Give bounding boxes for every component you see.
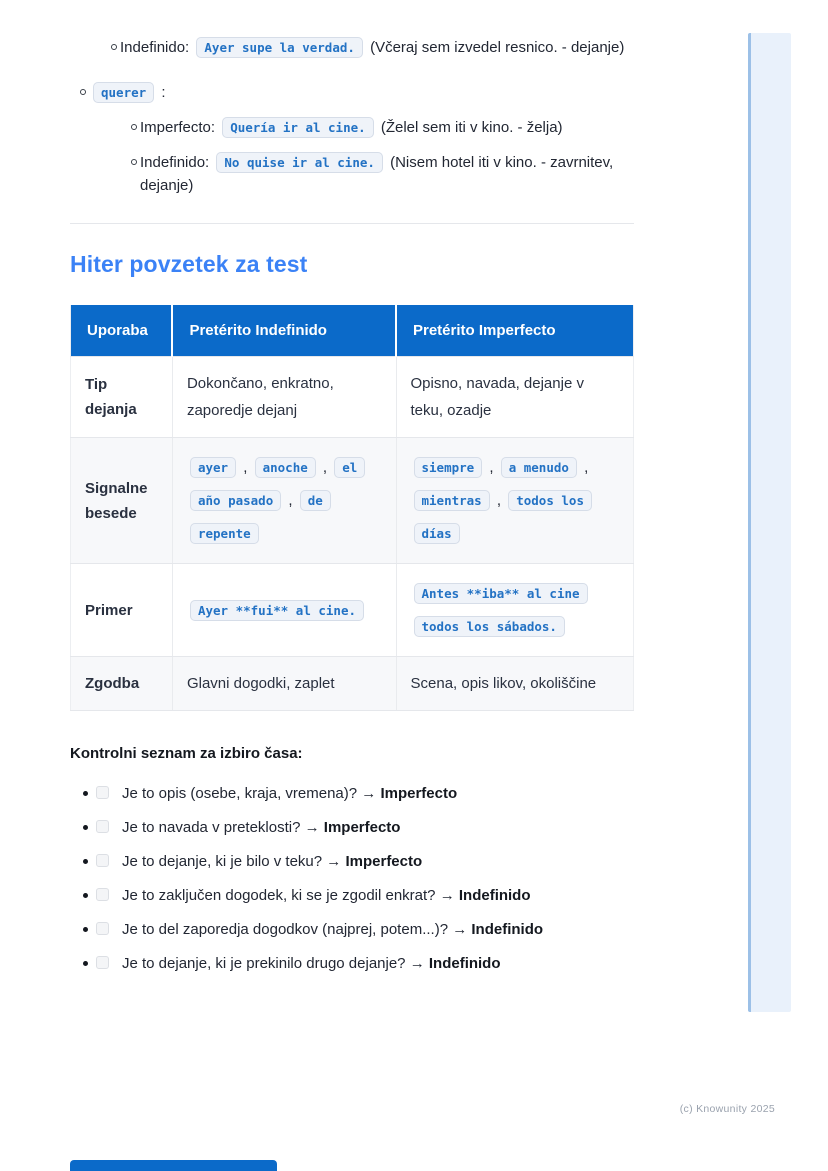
code-chip: todos los días — [414, 490, 592, 544]
intro-list — [70, 36, 634, 197]
checkbox[interactable] — [96, 956, 109, 969]
checklist-answer: Indefinido — [428, 955, 501, 972]
checklist-question: Je to dejanje, ki je bilo v teku? → — [122, 853, 346, 870]
chip-separator: , — [485, 459, 498, 476]
bullet-icon — [83, 961, 88, 966]
code-chip: Ayer supe la verdad. — [196, 37, 363, 58]
checklist-item — [70, 953, 634, 974]
code-chip: de repente — [190, 490, 331, 544]
document-content — [70, 0, 634, 987]
table-cell: Dokončano, enkratno, zaporedje dejanj — [172, 357, 396, 438]
summary-table — [70, 305, 634, 711]
item-label: Indefinido: — [120, 39, 194, 56]
column-header: Pretérito Indefinido — [172, 305, 396, 357]
code-chip: anoche — [255, 457, 316, 478]
code-chip: siempre — [414, 457, 483, 478]
item-text: (Nisem hotel iti v kino. - zavrnitev, dejanje) — [140, 154, 614, 194]
table-cell: Glavni dogodki, zaplet — [172, 657, 396, 711]
list-item — [70, 36, 634, 59]
table-cell — [172, 564, 396, 657]
list-item — [90, 116, 634, 139]
bullet-icon — [83, 927, 88, 932]
circle-bullet-icon — [131, 159, 137, 165]
table-row — [71, 657, 634, 711]
list-item — [90, 151, 634, 197]
code-chip: ayer — [190, 457, 236, 478]
item-text: (Včeraj sem izvedel resnico. - dejanje) — [365, 39, 625, 56]
checkbox[interactable] — [96, 888, 109, 901]
intro-sublist — [90, 116, 634, 197]
chip-separator: , — [318, 459, 332, 476]
item-text: (Želel sem iti v kino. - želja) — [376, 119, 563, 136]
section-heading: Hiter povzetek za test — [70, 251, 308, 277]
checklist-answer: Imperfecto — [380, 785, 458, 802]
bullet-icon — [83, 893, 88, 898]
circle-bullet-icon — [111, 44, 117, 50]
checklist-item — [70, 919, 634, 940]
section-divider — [70, 223, 634, 224]
table-cell — [172, 438, 396, 564]
table-cell: Scena, opis likov, okoliščine — [396, 657, 634, 711]
table-row — [71, 357, 634, 438]
checklist-item — [70, 783, 634, 804]
table-cell — [396, 438, 634, 564]
row-label: Signalne besede — [71, 438, 173, 564]
code-chip: a menudo — [501, 457, 577, 478]
checkbox[interactable] — [96, 922, 109, 935]
checkbox[interactable] — [96, 786, 109, 799]
scrollbar-thumb[interactable] — [748, 33, 791, 1012]
table-header-row — [71, 305, 634, 357]
table-row — [71, 564, 634, 657]
checklist-question: Je to opis (osebe, kraja, vremena)? → — [122, 785, 381, 802]
row-label: Tip dejanja — [71, 357, 173, 438]
code-chip: Quería ir al cine. — [222, 117, 373, 138]
checklist-answer: Imperfecto — [345, 853, 423, 870]
checkbox[interactable] — [96, 854, 109, 867]
column-header: Uporaba — [71, 305, 173, 357]
footer-credit: (c) Knowunity 2025 — [679, 1103, 775, 1115]
table-cell: Opisno, navada, dejanje v teku, ozadje — [396, 357, 634, 438]
chip-separator: , — [284, 492, 297, 509]
list-item — [70, 81, 634, 197]
row-label: Zgodba — [71, 657, 173, 711]
checklist-answer: Indefinido — [458, 887, 531, 904]
bullet-icon — [83, 825, 88, 830]
item-label: Imperfecto: — [140, 119, 220, 136]
checklist-question: Je to zaključen dogodek, ki se je zgodil enkrat? → — [122, 887, 459, 904]
checklist — [70, 783, 634, 974]
circle-bullet-icon — [131, 124, 137, 130]
intro-section — [70, 0, 634, 197]
chip-separator: , — [239, 459, 252, 476]
checklist-answer: Indefinido — [471, 921, 544, 938]
chip-separator: , — [492, 492, 506, 509]
table-cell — [396, 564, 634, 657]
bullet-icon — [83, 791, 88, 796]
code-chip: Antes **iba** al cine todos los sábados. — [414, 583, 588, 637]
checklist-item — [70, 885, 634, 906]
checkbox[interactable] — [96, 820, 109, 833]
checklist-question: Je to navada v preteklosti? → — [122, 819, 324, 836]
checklist-question: Je to dejanje, ki je prekinilo drugo dejanje? → — [122, 955, 429, 972]
column-header: Pretérito Imperfecto — [396, 305, 634, 357]
checklist-question: Je to del zaporedja dogodkov (najprej, potem...)? → — [122, 921, 472, 938]
chip-separator: , — [579, 459, 589, 476]
code-chip: mientras — [414, 490, 490, 511]
checklist-answer: Imperfecto — [323, 819, 401, 836]
code-chip: el año pasado — [190, 457, 365, 511]
item-text: : — [157, 84, 166, 101]
item-label: Indefinido: — [140, 154, 214, 171]
table-row — [71, 438, 634, 564]
checklist-item — [70, 851, 634, 872]
next-page-table-sliver — [70, 1160, 277, 1171]
circle-bullet-icon — [80, 89, 86, 95]
checklist-item — [70, 817, 634, 838]
code-chip: querer — [93, 82, 154, 103]
checklist-title: Kontrolni seznam za izbiro časa: — [70, 745, 303, 762]
code-chip: Ayer **fui** al cine. — [190, 600, 364, 621]
row-label: Primer — [71, 564, 173, 657]
bullet-icon — [83, 859, 88, 864]
code-chip: No quise ir al cine. — [216, 152, 383, 173]
